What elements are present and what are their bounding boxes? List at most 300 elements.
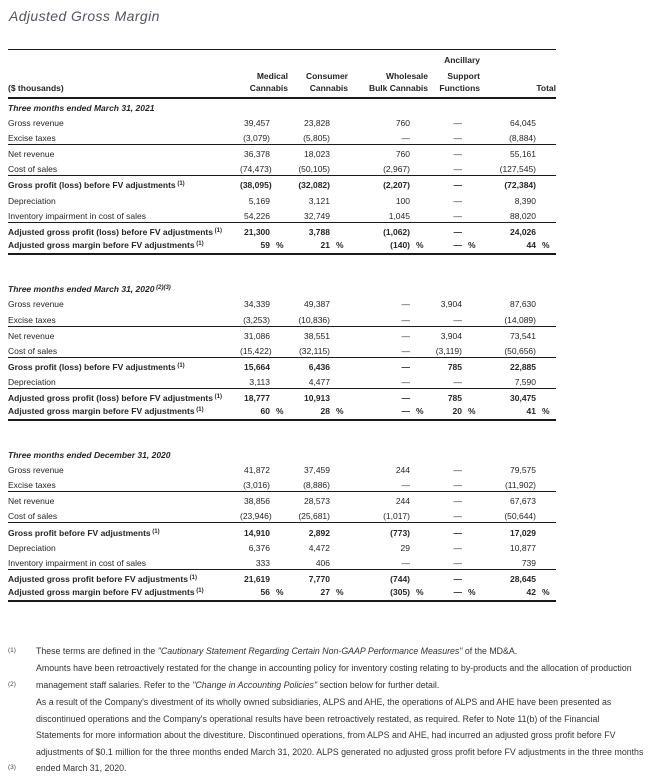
col-medical-line3: Cannabis	[240, 82, 288, 98]
value-cell: 55,161	[480, 145, 536, 161]
percent-cell	[410, 145, 428, 161]
value-cell: 87,630	[510, 299, 536, 310]
value-cell: —	[428, 570, 462, 586]
percent-cell	[330, 492, 348, 508]
percent-cell	[270, 554, 288, 570]
percent-cell	[270, 357, 288, 373]
footnotes	[8, 643, 644, 778]
value-cell: 42	[480, 585, 536, 601]
percent-cell: %	[462, 585, 480, 601]
footnote-text: These terms are defined in the "Cautionary Statement Regarding Certain Non-GAAP Performance Measures" of the MD&A.	[36, 645, 518, 656]
percent-cell	[410, 114, 428, 130]
percent-cell	[536, 223, 556, 239]
value-cell: 8,390	[514, 196, 536, 207]
value-cell: 56	[240, 585, 270, 601]
value-cell: 41	[480, 404, 536, 420]
value-cell: (32,115)	[298, 345, 330, 356]
value-cell: (11,902)	[504, 480, 536, 491]
percent-cell	[330, 554, 348, 570]
value-cell: —	[453, 511, 462, 522]
percent-cell: %	[462, 404, 480, 420]
value-cell: 15,664	[240, 357, 270, 373]
row-label: Excise taxes	[8, 314, 56, 325]
percent-cell	[330, 310, 348, 326]
table-row	[8, 492, 556, 508]
percent-cell: %	[330, 585, 348, 601]
percent-cell	[536, 342, 556, 358]
percent-cell: %	[410, 585, 428, 601]
percent-cell	[536, 357, 556, 373]
value-cell: (8,884)	[509, 133, 536, 144]
header-row-3	[8, 82, 556, 98]
value-cell: (74,473)	[240, 164, 272, 175]
table-row	[8, 114, 556, 130]
value-cell: 17,029	[480, 523, 536, 539]
table-row	[8, 176, 556, 192]
percent-cell	[270, 507, 288, 523]
value-cell: 31,086	[240, 326, 270, 342]
value-cell: 4,477	[308, 376, 330, 387]
value-cell: (127,545)	[499, 164, 536, 175]
value-cell: —	[453, 543, 462, 554]
row-label: Gross revenue	[8, 465, 64, 476]
percent-cell	[536, 476, 556, 492]
value-cell: 10,913	[288, 388, 330, 404]
value-cell: 333	[255, 558, 270, 569]
col-consumer-line1	[288, 50, 348, 66]
value-cell: —	[401, 376, 410, 387]
footnote-row	[8, 694, 644, 778]
percent-cell	[536, 554, 556, 570]
footnote-reference: (1)	[187, 575, 197, 582]
row-label: Inventory impairment in cost of sales	[8, 211, 146, 222]
value-cell: —	[428, 523, 462, 539]
percent-cell	[270, 476, 288, 492]
table-row	[8, 357, 556, 373]
value-cell: —	[428, 145, 462, 161]
value-cell: 24,026	[480, 223, 536, 239]
value-cell: 39,457	[244, 118, 270, 129]
value-cell: 6,376	[248, 543, 270, 554]
section-heading-row	[8, 445, 556, 461]
col-ancillary-line1: Ancillary	[428, 50, 480, 66]
footnote-marker: (3)	[8, 764, 16, 772]
row-label: Gross profit (loss) before FV adjustments $^{(1)}$	[8, 176, 240, 192]
percent-cell	[410, 539, 428, 555]
percent-cell: %	[536, 238, 556, 254]
percent-cell	[462, 388, 480, 404]
percent-cell	[270, 523, 288, 539]
percent-cell	[270, 191, 288, 207]
row-label: Excise taxes	[8, 480, 56, 491]
value-cell: (2,207)	[348, 176, 410, 192]
value-cell: (8,886)	[303, 480, 330, 491]
percent-cell	[462, 129, 480, 145]
footnote-marker: (2)	[8, 680, 16, 688]
value-cell: 32,749	[304, 211, 330, 222]
percent-cell	[536, 160, 556, 176]
col-ancillary-line2: Support	[447, 70, 480, 81]
percent-cell	[410, 476, 428, 492]
col-wholesale-line2: Wholesale	[385, 70, 428, 81]
value-cell: —	[453, 211, 462, 222]
col-consumer-line3: Cannabis	[288, 82, 348, 98]
value-cell: —	[453, 480, 462, 491]
percent-cell	[462, 295, 480, 311]
percent-cell	[330, 461, 348, 477]
header-spacer	[8, 50, 240, 66]
section-heading-row	[8, 279, 556, 295]
percent-cell	[270, 492, 288, 508]
row-label: Net revenue	[8, 326, 240, 342]
value-cell: 64,045	[510, 118, 536, 129]
value-cell: 244	[348, 492, 410, 508]
percent-cell: %	[330, 404, 348, 420]
value-cell: 7,590	[514, 376, 536, 387]
row-label: Adjusted gross profit (loss) before FV adjustments $^{(1)}$	[8, 223, 240, 239]
percent-cell	[462, 373, 480, 389]
footnotes-table	[8, 643, 644, 778]
percent-cell	[410, 207, 428, 223]
value-cell: 41,872	[244, 465, 270, 476]
value-cell: 21,300	[240, 223, 270, 239]
table-row	[8, 129, 556, 145]
percent-cell: %	[536, 585, 556, 601]
value-cell: 3,904	[440, 299, 462, 310]
value-cell: (3,079)	[243, 133, 270, 144]
value-cell: —	[428, 223, 462, 239]
col-wholesale-line1	[348, 50, 428, 66]
value-cell: —	[348, 404, 410, 420]
percent-cell	[462, 207, 480, 223]
table-row	[8, 326, 556, 342]
percent-cell	[270, 310, 288, 326]
value-cell: 4,472	[308, 543, 330, 554]
percent-cell	[410, 223, 428, 239]
value-cell: 21	[288, 238, 330, 254]
percent-cell	[270, 114, 288, 130]
footnote-reference: (1)	[150, 528, 160, 535]
value-cell: 18,777	[240, 388, 270, 404]
table-row	[8, 404, 556, 420]
value-cell: 54,226	[244, 211, 270, 222]
value-cell: (50,644)	[504, 511, 536, 522]
percent-cell	[410, 507, 428, 523]
percent-cell	[330, 326, 348, 342]
footnote-reference: (1)	[194, 587, 204, 594]
value-cell: (25,681)	[298, 511, 330, 522]
header-row-2	[8, 66, 556, 82]
footnote-reference: (1)	[175, 362, 185, 369]
percent-cell	[462, 539, 480, 555]
value-cell: 22,885	[480, 357, 536, 373]
row-label: Cost of sales	[8, 345, 58, 356]
percent-cell	[462, 476, 480, 492]
percent-cell	[330, 539, 348, 555]
value-cell: 59	[240, 238, 270, 254]
percent-cell	[536, 507, 556, 523]
value-cell: (3,016)	[243, 480, 270, 491]
percent-cell	[462, 310, 480, 326]
row-label: Depreciation	[8, 376, 56, 387]
value-cell: (72,384)	[480, 176, 536, 192]
value-cell: 79,575	[510, 465, 536, 476]
value-cell: 29	[400, 543, 410, 554]
percent-cell	[270, 342, 288, 358]
percent-cell	[462, 191, 480, 207]
col-consumer-line2: Consumer	[305, 70, 348, 81]
header-spacer	[8, 66, 240, 82]
table-row	[8, 223, 556, 239]
percent-cell	[330, 523, 348, 539]
percent-cell	[330, 342, 348, 358]
percent-cell	[270, 295, 288, 311]
percent-cell	[462, 357, 480, 373]
col-ancillary-line3: Functions	[428, 82, 480, 98]
percent-cell	[536, 326, 556, 342]
footnote-row	[8, 660, 644, 694]
page-title: Adjusted Gross Margin	[9, 8, 160, 24]
value-cell: 760	[395, 118, 410, 129]
table-row	[8, 554, 556, 570]
percent-cell: %	[330, 238, 348, 254]
value-cell: 20	[428, 404, 462, 420]
percent-cell	[536, 523, 556, 539]
percent-cell	[410, 295, 428, 311]
percent-cell	[410, 310, 428, 326]
value-cell: 785	[428, 388, 462, 404]
percent-cell	[410, 523, 428, 539]
percent-cell	[410, 570, 428, 586]
section-spacer	[8, 420, 556, 445]
percent-cell	[536, 176, 556, 192]
percent-cell: %	[270, 238, 288, 254]
percent-cell	[462, 145, 480, 161]
col-total-line2	[480, 66, 556, 82]
table-row	[8, 585, 556, 601]
percent-cell	[410, 373, 428, 389]
percent-cell	[462, 461, 480, 477]
row-label: Adjusted gross margin before FV adjustments $^{(1)}$	[8, 238, 240, 254]
value-cell: —	[453, 133, 462, 144]
footnote-row	[8, 643, 644, 661]
percent-cell	[270, 570, 288, 586]
percent-cell: %	[270, 404, 288, 420]
value-cell: (5,805)	[303, 133, 330, 144]
percent-cell	[270, 176, 288, 192]
percent-cell	[462, 326, 480, 342]
percent-cell	[536, 207, 556, 223]
value-cell: —	[453, 196, 462, 207]
row-label: Gross revenue	[8, 299, 64, 310]
value-cell: —	[348, 326, 410, 342]
percent-cell	[536, 570, 556, 586]
value-cell: 23,828	[304, 118, 330, 129]
value-cell: 739	[521, 558, 536, 569]
table-row	[8, 570, 556, 586]
percent-cell	[330, 295, 348, 311]
value-cell: 7,770	[288, 570, 330, 586]
value-cell: (50,656)	[504, 345, 536, 356]
row-label: Adjusted gross margin before FV adjustments $^{(1)}$	[8, 404, 240, 420]
row-label: Cost of sales	[8, 511, 58, 522]
table-row	[8, 238, 556, 254]
value-cell: —	[401, 480, 410, 491]
table-row	[8, 145, 556, 161]
percent-cell	[536, 373, 556, 389]
value-cell: (14,089)	[504, 314, 536, 325]
footnote-reference: (1)	[212, 394, 222, 400]
percent-cell	[462, 523, 480, 539]
percent-cell	[536, 388, 556, 404]
percent-cell	[410, 554, 428, 570]
value-cell: —	[453, 376, 462, 387]
value-cell: —	[401, 299, 410, 310]
percent-cell	[270, 207, 288, 223]
footnote-reference: (1)	[194, 406, 204, 413]
table-row	[8, 295, 556, 311]
value-cell: 88,020	[510, 211, 536, 222]
table-body	[8, 98, 556, 601]
value-cell: 244	[395, 465, 410, 476]
percent-cell	[330, 145, 348, 161]
footnote-reference: (1)	[194, 240, 204, 247]
section-heading-row	[8, 98, 556, 114]
percent-cell	[410, 129, 428, 145]
value-cell: (38,095)	[240, 176, 270, 192]
percent-cell	[330, 223, 348, 239]
footnote-reference: (2)(3)	[154, 284, 171, 291]
col-medical-line1	[240, 50, 288, 66]
percent-cell	[410, 160, 428, 176]
value-cell: 5,169	[248, 196, 270, 207]
value-cell: —	[453, 164, 462, 175]
table-row	[8, 160, 556, 176]
percent-cell	[330, 373, 348, 389]
value-cell: 30,475	[480, 388, 536, 404]
table-row	[8, 310, 556, 326]
value-cell: —	[453, 558, 462, 569]
percent-cell	[462, 342, 480, 358]
percent-cell	[462, 570, 480, 586]
value-cell: —	[401, 558, 410, 569]
table-row	[8, 191, 556, 207]
percent-cell: %	[270, 585, 288, 601]
table-row	[8, 207, 556, 223]
footnote-marker: (1)	[8, 646, 16, 654]
value-cell: 760	[348, 145, 410, 161]
value-cell: —	[401, 345, 410, 356]
percent-cell	[270, 223, 288, 239]
table-row	[8, 373, 556, 389]
value-cell: 38,551	[288, 326, 330, 342]
percent-cell	[536, 295, 556, 311]
row-label: Excise taxes	[8, 133, 56, 144]
value-cell: 6,436	[288, 357, 330, 373]
percent-cell	[462, 507, 480, 523]
row-label: Depreciation	[8, 196, 56, 207]
value-cell: 18,023	[288, 145, 330, 161]
percent-cell	[410, 388, 428, 404]
row-label: Adjusted gross profit (loss) before FV adjustments $^{(1)}$	[8, 388, 240, 404]
row-label: Net revenue	[8, 492, 240, 508]
value-cell: 2,892	[288, 523, 330, 539]
value-cell: 73,541	[480, 326, 536, 342]
percent-cell: %	[410, 404, 428, 420]
percent-cell	[330, 476, 348, 492]
col-total-line1	[480, 50, 556, 66]
row-label: Gross revenue	[8, 118, 64, 129]
value-cell: (1,062)	[348, 223, 410, 239]
percent-cell	[536, 461, 556, 477]
row-label: Net revenue	[8, 145, 240, 161]
percent-cell: %	[410, 238, 428, 254]
value-cell: —	[428, 585, 462, 601]
percent-cell	[536, 129, 556, 145]
percent-cell	[270, 388, 288, 404]
value-cell: 49,387	[304, 299, 330, 310]
value-cell: (305)	[348, 585, 410, 601]
value-cell: 44	[480, 238, 536, 254]
value-cell: 27	[288, 585, 330, 601]
percent-cell	[410, 357, 428, 373]
percent-cell	[270, 129, 288, 145]
percent-cell	[270, 145, 288, 161]
percent-cell	[330, 191, 348, 207]
value-cell: 100	[395, 196, 410, 207]
percent-cell	[330, 570, 348, 586]
value-cell: 10,877	[510, 543, 536, 554]
percent-cell	[536, 114, 556, 130]
value-cell: —	[453, 314, 462, 325]
value-cell: (50,105)	[298, 164, 330, 175]
value-cell: —	[348, 357, 410, 373]
row-label: Depreciation	[8, 543, 56, 554]
value-cell: 21,619	[240, 570, 270, 586]
col-total-line3: Total	[480, 82, 556, 98]
value-cell: 3,121	[308, 196, 330, 207]
percent-cell	[330, 176, 348, 192]
value-cell: 38,856	[240, 492, 270, 508]
section-heading: Three months ended March 31, 2021	[8, 102, 155, 113]
percent-cell	[270, 373, 288, 389]
footnote-text: Amounts have been retroactively restated for the change in accounting policy for inventory costing relating to by-products and the allocation of production management staff salaries. Refer to the "Change in Accounting Policies" section below for further detail.	[36, 663, 632, 690]
value-cell: 60	[240, 404, 270, 420]
percent-cell	[410, 326, 428, 342]
table-header	[8, 50, 556, 98]
value-cell: 34,339	[244, 299, 270, 310]
percent-cell	[536, 310, 556, 326]
value-cell: 406	[315, 558, 330, 569]
value-cell: 3,113	[249, 376, 270, 387]
value-cell: 36,378	[240, 145, 270, 161]
value-cell: —	[453, 465, 462, 476]
percent-cell	[270, 539, 288, 555]
value-cell: —	[428, 492, 462, 508]
row-label: Inventory impairment in cost of sales	[8, 558, 146, 569]
percent-cell	[270, 461, 288, 477]
value-cell: 28,645	[480, 570, 536, 586]
table-row	[8, 388, 556, 404]
value-cell: —	[401, 133, 410, 144]
row-label: Gross profit (loss) before FV adjustments $^{(1)}$	[8, 357, 240, 373]
percent-cell	[462, 223, 480, 239]
section-heading: Three months ended December 31, 2020	[8, 449, 171, 460]
percent-cell	[330, 507, 348, 523]
value-cell: —	[401, 314, 410, 325]
percent-cell: %	[536, 404, 556, 420]
value-cell: 28,573	[288, 492, 330, 508]
